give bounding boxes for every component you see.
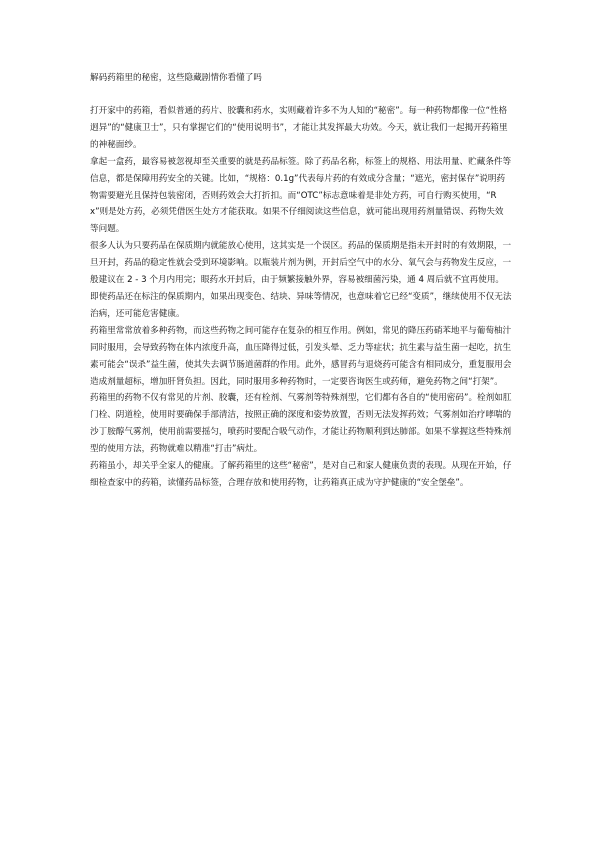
paragraph-interactions: 药箱里常常放着多种药物，而这些药物之间可能存在复杂的相互作用。例如，常见的降压药硝苯地平与葡萄柚汁同时服用，会导致药物在体内浓度升高，血压降得过低，引发头晕、乏力等症状；抗生素与益生菌一起吃，抗生素可能会“误杀”益生菌，使其失去调节肠道菌群的作用。此外，感冒药与退烧药可能含有相同成分，重复服用会造成剂量超标，增加肝肾负担。因此，同时服用多种药物时，一定要咨询医生或药师，避免药物之间“打架”。 xyxy=(90,325,512,387)
paragraph-dosage-forms: 药箱里的药物不仅有常见的片剂、胶囊，还有栓剂、气雾剂等特殊剂型，它们都有各自的“使用密码”。栓剂如肛门栓、阴道栓，使用时要确保手部清洁，按照正确的深度和姿势放置，否则无法发挥药效；气雾剂如治疗哮喘的沙丁胺醇气雾剂，使用前需要摇匀，喷药时要配合吸气动作，才能让药物顺利到达肺部。如果不掌握这些特殊剂型的使用方法，药物就难以精准“打击”病灶。 xyxy=(90,393,512,455)
paragraph-intro: 打开家中的药箱，看似普通的药片、胶囊和药水，实则藏着许多不为人知的“秘密”。每一种药物都像一位“性格迥异”的“健康卫士”，只有掌握它们的“使用说明书”，才能让其发挥最大功效。今天，就让我们一起揭开药箱里的神秘面纱。 xyxy=(90,106,508,150)
paragraph-conclusion: 药箱虽小，却关乎全家人的健康。了解药箱里的这些“秘密”，是对自己和家人健康负责的表现。从现在开始，仔细检查家中的药箱，读懂药品标签，合理存放和使用药物，让药箱真正成为守护健康的“安全堡垒”。 xyxy=(90,461,512,488)
document-title: 解码药箱里的秘密，这些隐藏剧情你看懂了吗 xyxy=(90,73,262,83)
document-body xyxy=(90,103,512,492)
paragraph-expiry: 很多人认为只要药品在保质期内就能放心使用，这其实是一个误区。药品的保质期是指未开封时的有效期限，一旦开封，药品的稳定性就会受到环境影响。以瓶装片剂为例，开封后空气中的水分、氧气会与药物发生反应，一般建议在 2 - 3 个月内用完；眼药水开封后，由于频繁接触外界，容易被细菌污染，通 4 周后就不宜再使用。即使药品还在标注的保质期内，如果出现变色、结块、异味等情况，也意味着它已经“变质”，继续使用不仅无法治病，还可能危害健康。 xyxy=(90,241,512,319)
paragraph-labels: 拿起一盒药，最容易被忽视却至关重要的就是药品标签。除了药品名称，标签上的规格、用法用量、贮藏条件等信息，都是保障用药安全的关键。比如，“规格：0.1g”代表每片药的有效成分含量；“遮光，密封保存”说明药物需要避光且保持包装密闭，否则药效会大打折扣。而“OTC”标志意味着是非处方药，可自行购买使用，“Rx”则是处方药，必须凭借医生处方才能获取。如果不仔细阅读这些信息，就可能出现用药剂量错误、药物失效等问题。 xyxy=(90,156,512,235)
